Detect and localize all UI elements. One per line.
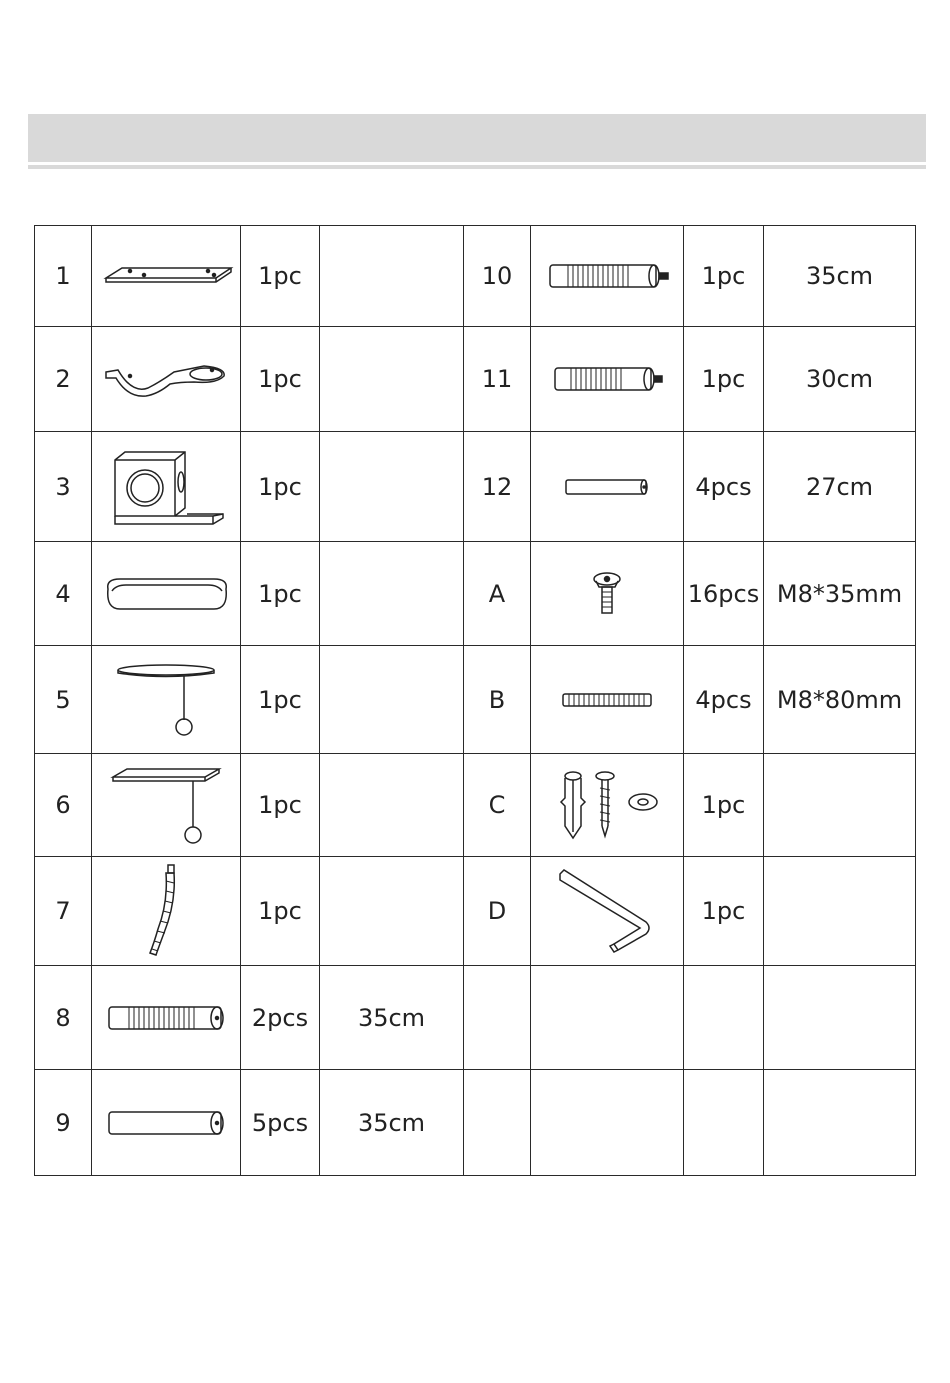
part-size: 27cm [764, 432, 916, 542]
part-quantity: 4pcs [684, 432, 764, 542]
empty-cell [764, 966, 916, 1070]
part-size [320, 646, 464, 754]
table-row [35, 754, 916, 857]
part-size [320, 754, 464, 857]
part-number: 6 [35, 754, 92, 857]
short-post-icon [562, 475, 652, 499]
part-number: 12 [464, 432, 531, 542]
table-row [35, 327, 916, 432]
table-row [35, 542, 916, 646]
allen-key-icon [552, 866, 662, 956]
part-size [320, 432, 464, 542]
part-size: M8*35mm [764, 542, 916, 646]
table-row [35, 966, 916, 1070]
hammock-bracket-icon [96, 354, 236, 404]
table-row [35, 1070, 916, 1176]
empty-cell [464, 966, 531, 1070]
part-number: D [464, 857, 531, 966]
plain-post-icon [103, 1106, 229, 1140]
part-quantity: 1pc [241, 432, 320, 542]
part-quantity: 1pc [241, 327, 320, 432]
part-quantity: 2pcs [241, 966, 320, 1070]
part-quantity: 1pc [241, 646, 320, 754]
empty-cell [531, 1070, 684, 1176]
table-row [35, 432, 916, 542]
part-number: 4 [35, 542, 92, 646]
part-size: M8*80mm [764, 646, 916, 754]
part-quantity: 1pc [684, 327, 764, 432]
part-size [320, 857, 464, 966]
empty-cell [531, 966, 684, 1070]
part-size [320, 327, 464, 432]
part-number: A [464, 542, 531, 646]
part-size: 35cm [764, 226, 916, 327]
part-quantity: 16pcs [684, 542, 764, 646]
sisal-post-with-bolt-icon [547, 362, 667, 396]
empty-cell [764, 1070, 916, 1176]
part-quantity: 4pcs [684, 646, 764, 754]
header-divider [28, 165, 926, 169]
flat-board-icon [96, 256, 236, 296]
part-number: 11 [464, 327, 531, 432]
part-quantity: 1pc [684, 226, 764, 327]
sisal-post-with-bolt-icon [542, 259, 672, 293]
part-number: B [464, 646, 531, 754]
part-number: 10 [464, 226, 531, 327]
empty-cell [684, 966, 764, 1070]
rope-toy-icon [146, 863, 186, 959]
part-number: 5 [35, 646, 92, 754]
part-size [764, 754, 916, 857]
empty-cell [684, 1070, 764, 1176]
round-platform-ball-icon [106, 660, 226, 740]
sisal-post-icon [103, 1001, 229, 1035]
part-quantity: 1pc [241, 857, 320, 966]
part-quantity: 1pc [241, 542, 320, 646]
condo-box-icon [101, 442, 231, 532]
bolt-icon [587, 569, 627, 619]
part-number: 9 [35, 1070, 92, 1176]
part-size: 30cm [764, 327, 916, 432]
part-size [320, 542, 464, 646]
part-number: C [464, 754, 531, 857]
part-quantity: 1pc [241, 226, 320, 327]
anchor-screw-washer-icon [547, 768, 667, 842]
part-quantity: 1pc [684, 754, 764, 857]
table-row [35, 857, 916, 966]
header-bar [28, 114, 926, 162]
bed-cushion-icon [96, 569, 236, 619]
part-number: 1 [35, 226, 92, 327]
table-row [35, 646, 916, 754]
part-size [764, 857, 916, 966]
part-number: 3 [35, 432, 92, 542]
table-row [35, 226, 916, 327]
part-number: 7 [35, 857, 92, 966]
parts-table [34, 225, 916, 1176]
part-number: 8 [35, 966, 92, 1070]
part-quantity: 1pc [241, 754, 320, 857]
part-number: 2 [35, 327, 92, 432]
part-size [320, 226, 464, 327]
square-platform-ball-icon [101, 763, 231, 847]
part-size: 35cm [320, 966, 464, 1070]
part-quantity: 5pcs [241, 1070, 320, 1176]
part-size: 35cm [320, 1070, 464, 1176]
part-quantity: 1pc [684, 857, 764, 966]
empty-cell [464, 1070, 531, 1176]
threaded-rod-icon [557, 688, 657, 712]
